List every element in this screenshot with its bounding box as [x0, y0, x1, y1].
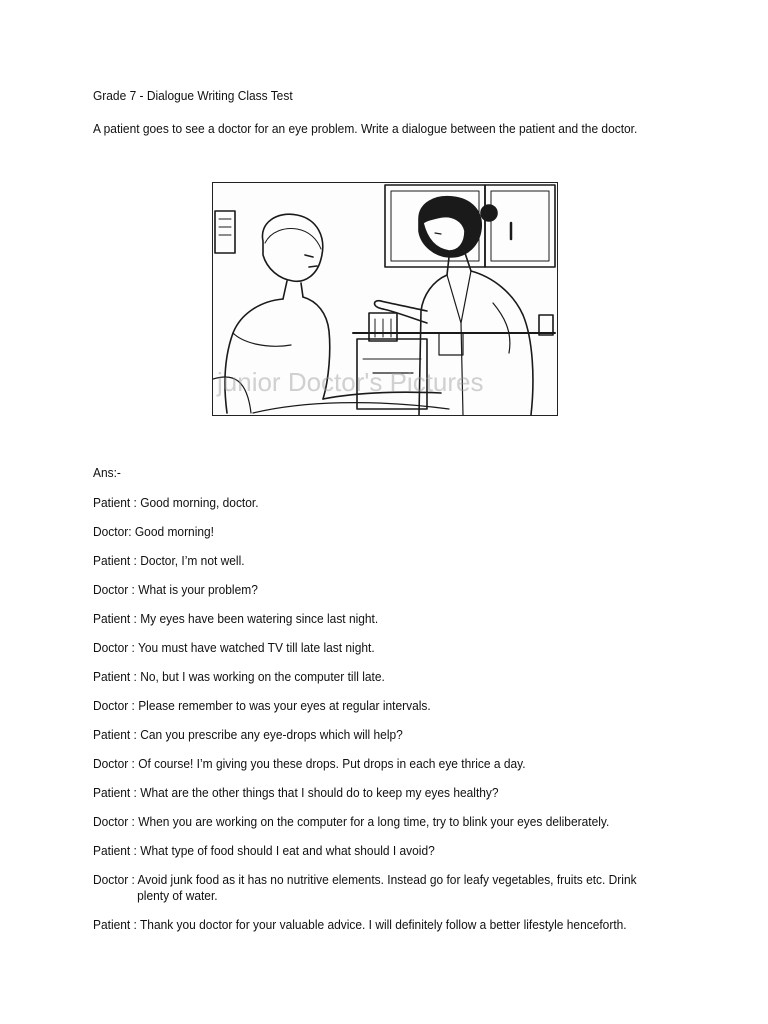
dialogue-line: Patient : Doctor, I’m not well.	[93, 553, 245, 568]
answer-label: Ans:-	[93, 465, 121, 480]
dialogue-line: Doctor : Of course! I’m giving you these drops. Put drops in each eye thrice a day.	[93, 756, 526, 771]
dialogue-line: Patient : What type of food should I eat and what should I avoid?	[93, 843, 435, 858]
dialogue-line: Patient : What are the other things that I should do to keep my eyes healthy?	[93, 785, 499, 800]
dialogue-line: Doctor : When you are working on the computer for a long time, try to blink your eyes deliberately.	[93, 814, 610, 829]
illustration-drawing	[213, 183, 557, 415]
watermark-text: junior Doctor's Pictures	[217, 367, 484, 397]
dialogue-line: Doctor: Good morning!	[93, 524, 214, 539]
dialogue-line: Patient : Can you prescribe any eye-drops which will help?	[93, 727, 403, 742]
dialogue-line: Doctor : Avoid junk food as it has no nutritive elements. Instead go for leafy vegetables, fruits etc. Drink plenty of water.	[93, 872, 682, 904]
dialogue-line-continuation: plenty of water.	[137, 888, 218, 903]
dialogue-line: Doctor : What is your problem?	[93, 582, 258, 597]
question-prompt: A patient goes to see a doctor for an eye problem. Write a dialogue between the patient and the doctor.	[93, 121, 638, 136]
dialogue-line: Patient : Good morning, doctor.	[93, 495, 259, 510]
dialogue-line: Patient : Thank you doctor for your valuable advice. I will definitely follow a better lifestyle henceforth.	[93, 917, 627, 932]
doctor-patient-illustration	[212, 182, 558, 416]
dialogue-line: Doctor : Please remember to was your eyes at regular intervals.	[93, 698, 431, 713]
dialogue-line: Patient : My eyes have been watering since last night.	[93, 611, 379, 626]
document-title: Grade 7 - Dialogue Writing Class Test	[93, 88, 293, 103]
dialogue-line: Patient : No, but I was working on the computer till late.	[93, 669, 385, 684]
dialogue-list	[93, 495, 733, 946]
dialogue-line: Doctor : You must have watched TV till late last night.	[93, 640, 375, 655]
